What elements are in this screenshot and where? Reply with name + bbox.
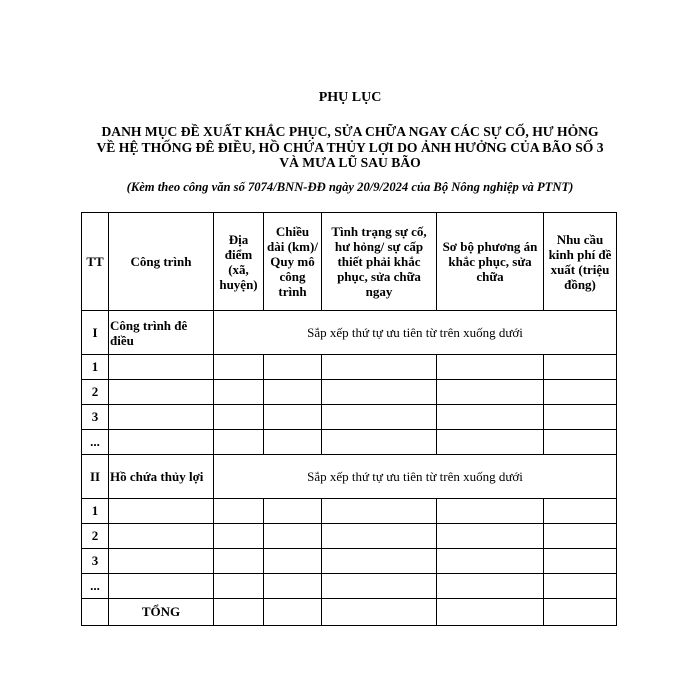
header-chieu-dai: Chiều dài (km)/ Quy mô công trình — [264, 213, 322, 311]
cell-empty — [109, 355, 214, 380]
cell-empty — [214, 524, 264, 549]
cell-empty — [544, 380, 617, 405]
table-row — [82, 430, 617, 455]
cell-empty — [264, 405, 322, 430]
cell-empty — [437, 355, 544, 380]
cell-empty — [264, 355, 322, 380]
header-tt: TT — [82, 213, 109, 311]
row-number: 2 — [82, 380, 109, 405]
cell-empty — [437, 574, 544, 599]
title-line-3: VÀ MƯA LŨ SAU BÃO — [279, 155, 421, 171]
project-list-table — [81, 212, 617, 626]
cell-empty — [544, 499, 617, 524]
table-row — [82, 355, 617, 380]
header-dia-diem: Địa điểm (xã, huyện) — [214, 213, 264, 311]
cell-empty — [214, 430, 264, 455]
row-number: 1 — [82, 355, 109, 380]
cell-empty — [264, 524, 322, 549]
cell-empty — [214, 549, 264, 574]
cell-empty — [264, 499, 322, 524]
cell-empty — [214, 380, 264, 405]
cell-empty — [109, 380, 214, 405]
cell-empty — [264, 549, 322, 574]
cell-empty — [322, 405, 437, 430]
table-row — [82, 524, 617, 549]
cell-empty — [544, 430, 617, 455]
appendix-title: PHỤ LỤC — [318, 90, 382, 105]
cell-empty — [109, 574, 214, 599]
header-tinh-trang: Tình trạng sự cố, hư hỏng/ sự cấp thiết phải khắc phục, sửa chữa ngay — [322, 213, 437, 311]
section-row-1 — [82, 311, 617, 355]
table-row — [82, 499, 617, 524]
section-name: Công trình đê điều — [109, 311, 214, 355]
row-number: 1 — [82, 499, 109, 524]
row-number: 2 — [82, 524, 109, 549]
cell-empty — [544, 405, 617, 430]
cell-empty — [264, 430, 322, 455]
cell-empty — [437, 499, 544, 524]
cell-empty — [544, 599, 617, 626]
row-number: 3 — [82, 549, 109, 574]
cell-empty — [544, 524, 617, 549]
table-row — [82, 549, 617, 574]
cell-empty — [322, 549, 437, 574]
cell-empty — [264, 574, 322, 599]
cell-empty — [214, 574, 264, 599]
total-row — [82, 599, 617, 626]
cell-empty — [264, 380, 322, 405]
cell-empty — [82, 599, 109, 626]
cell-empty — [544, 355, 617, 380]
table-row — [82, 380, 617, 405]
header-cong-trinh: Công trình — [109, 213, 214, 311]
header-phuong-an: Sơ bộ phương án khắc phục, sửa chữa — [437, 213, 544, 311]
cell-empty — [214, 405, 264, 430]
cell-empty — [109, 549, 214, 574]
cell-empty — [437, 524, 544, 549]
section-note: Sắp xếp thứ tự ưu tiên từ trên xuống dưới — [214, 311, 617, 355]
section-number: II — [82, 455, 109, 499]
cell-empty — [544, 574, 617, 599]
header-kinh-phi: Nhu cầu kinh phí đề xuất (triệu đồng) — [544, 213, 617, 311]
cell-empty — [437, 430, 544, 455]
cell-empty — [322, 430, 437, 455]
row-number: ... — [82, 574, 109, 599]
cell-empty — [544, 549, 617, 574]
document-title — [60, 124, 640, 171]
table-row — [82, 574, 617, 599]
document-subtitle: (Kèm theo công văn số 7074/BNN-ĐĐ ngày 20/9/2024 của Bộ Nông nghiệp và PTNT) — [126, 180, 574, 194]
section-row-2 — [82, 455, 617, 499]
cell-empty — [109, 524, 214, 549]
cell-empty — [109, 405, 214, 430]
section-name: Hồ chứa thủy lợi — [109, 455, 214, 499]
cell-empty — [437, 549, 544, 574]
cell-empty — [214, 499, 264, 524]
cell-empty — [214, 355, 264, 380]
cell-empty — [109, 499, 214, 524]
cell-empty — [322, 599, 437, 626]
cell-empty — [264, 599, 322, 626]
section-number: I — [82, 311, 109, 355]
cell-empty — [437, 599, 544, 626]
cell-empty — [437, 380, 544, 405]
cell-empty — [322, 355, 437, 380]
table-header-row — [82, 213, 617, 311]
cell-empty — [322, 524, 437, 549]
table-row — [82, 405, 617, 430]
cell-empty — [322, 380, 437, 405]
cell-empty — [214, 599, 264, 626]
cell-empty — [322, 574, 437, 599]
cell-empty — [437, 405, 544, 430]
total-label: TỔNG — [109, 599, 214, 626]
cell-empty — [322, 499, 437, 524]
row-number: 3 — [82, 405, 109, 430]
row-number: ... — [82, 430, 109, 455]
cell-empty — [109, 430, 214, 455]
title-line-1: DANH MỤC ĐỀ XUẤT KHẮC PHỤC, SỬA CHỮA NGAY CÁC SỰ CỐ, HƯ HỎNG — [101, 124, 599, 139]
title-line-2: VỀ HỆ THỐNG ĐÊ ĐIỀU, HỒ CHỨA THỦY LỢI DO ẢNH HƯỞNG CỦA BÃO SỐ 3 — [96, 139, 604, 155]
section-note: Sắp xếp thứ tự ưu tiên từ trên xuống dưới — [214, 455, 617, 499]
